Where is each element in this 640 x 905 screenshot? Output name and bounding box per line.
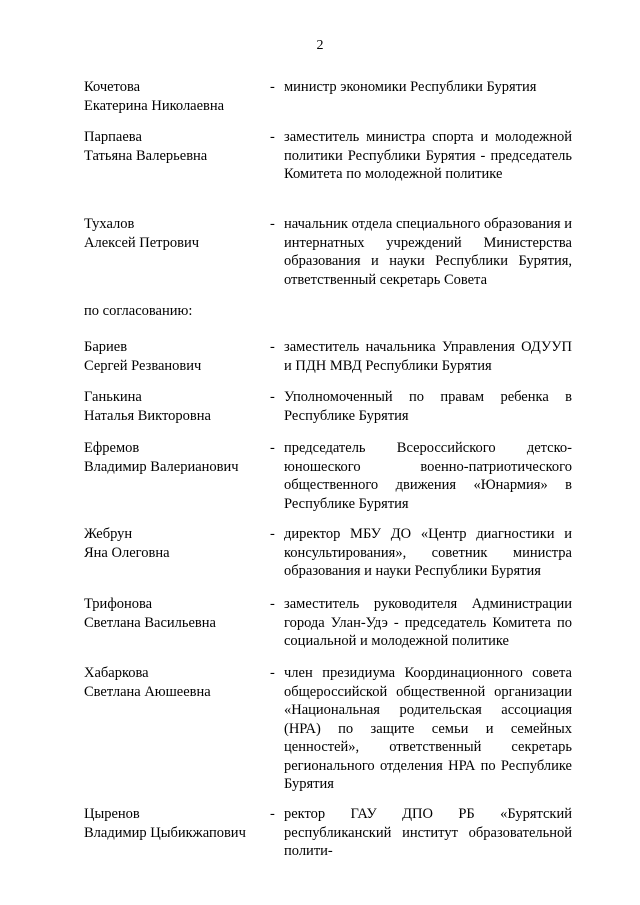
member-given-names: Владимир Цыбикжапович: [84, 824, 246, 841]
separator-dash: -: [270, 526, 275, 542]
member-surname: Ефремов: [84, 440, 140, 456]
member-surname: Парпаева: [84, 129, 142, 145]
member-name: [84, 128, 262, 165]
separator-dash: -: [270, 339, 275, 355]
member-name: [84, 388, 262, 425]
member-name: [84, 215, 262, 252]
member-given-names: Екатерина Николаевна: [84, 97, 225, 114]
member-name: [84, 78, 262, 115]
separator-dash: -: [270, 129, 275, 145]
member-given-names: Светлана Аюшеевна: [84, 683, 211, 700]
member-surname: Жебрун: [84, 526, 133, 542]
member-role: ректор ГАУ ДПО РБ «Бурятский республиканский институт образовательной полити-: [284, 806, 572, 859]
separator-dash: -: [270, 216, 275, 232]
member-given-names: Светлана Васильевна: [84, 614, 216, 631]
separator-dash: -: [270, 440, 275, 456]
section-label: по согласованию:: [84, 303, 193, 319]
member-surname: Кочетова: [84, 79, 141, 95]
member-surname: Бариев: [84, 339, 128, 355]
separator-dash: -: [270, 79, 275, 95]
member-role: директор МБУ ДО «Центр диагностики и консультирования», советник министра образования и науки Республики Бурятия: [284, 526, 572, 579]
member-name: [84, 338, 262, 375]
member-role: Уполномоченный по правам ребенка в Республике Бурятия: [284, 389, 572, 424]
member-given-names: Наталья Викторовна: [84, 407, 211, 424]
member-name: [84, 664, 262, 701]
member-role: заместитель министра спорта и молодежной политики Республики Бурятия - председатель Комитета по молодежной политике: [284, 129, 572, 182]
member-given-names: Владимир Валерианович: [84, 458, 239, 475]
separator-dash: -: [270, 806, 275, 822]
member-role: председатель Всероссийского детско-юношеского военно-патриотического общественного движения «Юнармия» в Республике Бурятия: [284, 440, 572, 512]
member-surname: Трифонова: [84, 596, 153, 612]
member-role: заместитель начальника Управления ОДУУП и ПДН МВД Республики Бурятия: [284, 339, 572, 374]
separator-dash: -: [270, 596, 275, 612]
member-name: [84, 805, 262, 842]
member-name: [84, 439, 262, 476]
member-role: член президиума Координационного совета общероссийской общественной организации «Национальная родительская ассоциация (НРА) по защите семьи и семейных ценностей», ответственный секретарь регионального отделения НРА по Республике Бурятия: [284, 665, 572, 792]
member-given-names: Яна Олеговна: [84, 544, 170, 561]
member-role: заместитель руководителя Администрации города Улан-Удэ - председатель Комитета по социальной и молодежной политике: [284, 596, 572, 649]
member-surname: Цыренов: [84, 806, 140, 822]
member-surname: Ганькина: [84, 389, 142, 405]
member-given-names: Сергей Резванович: [84, 357, 202, 374]
page-number: 2: [316, 38, 324, 53]
separator-dash: -: [270, 389, 275, 405]
member-given-names: Татьяна Валерьевна: [84, 147, 208, 164]
member-role: начальник отдела специального образования и интернатных учреждений Министерства образования и науки Республики Бурятия, ответственный секретарь Совета: [284, 216, 572, 288]
member-name: [84, 525, 262, 562]
member-surname: Тухалов: [84, 216, 135, 232]
separator-dash: -: [270, 665, 275, 681]
member-given-names: Алексей Петрович: [84, 234, 200, 251]
member-name: [84, 595, 262, 632]
member-surname: Хабаркова: [84, 665, 149, 681]
member-role: министр экономики Республики Бурятия: [284, 79, 537, 95]
